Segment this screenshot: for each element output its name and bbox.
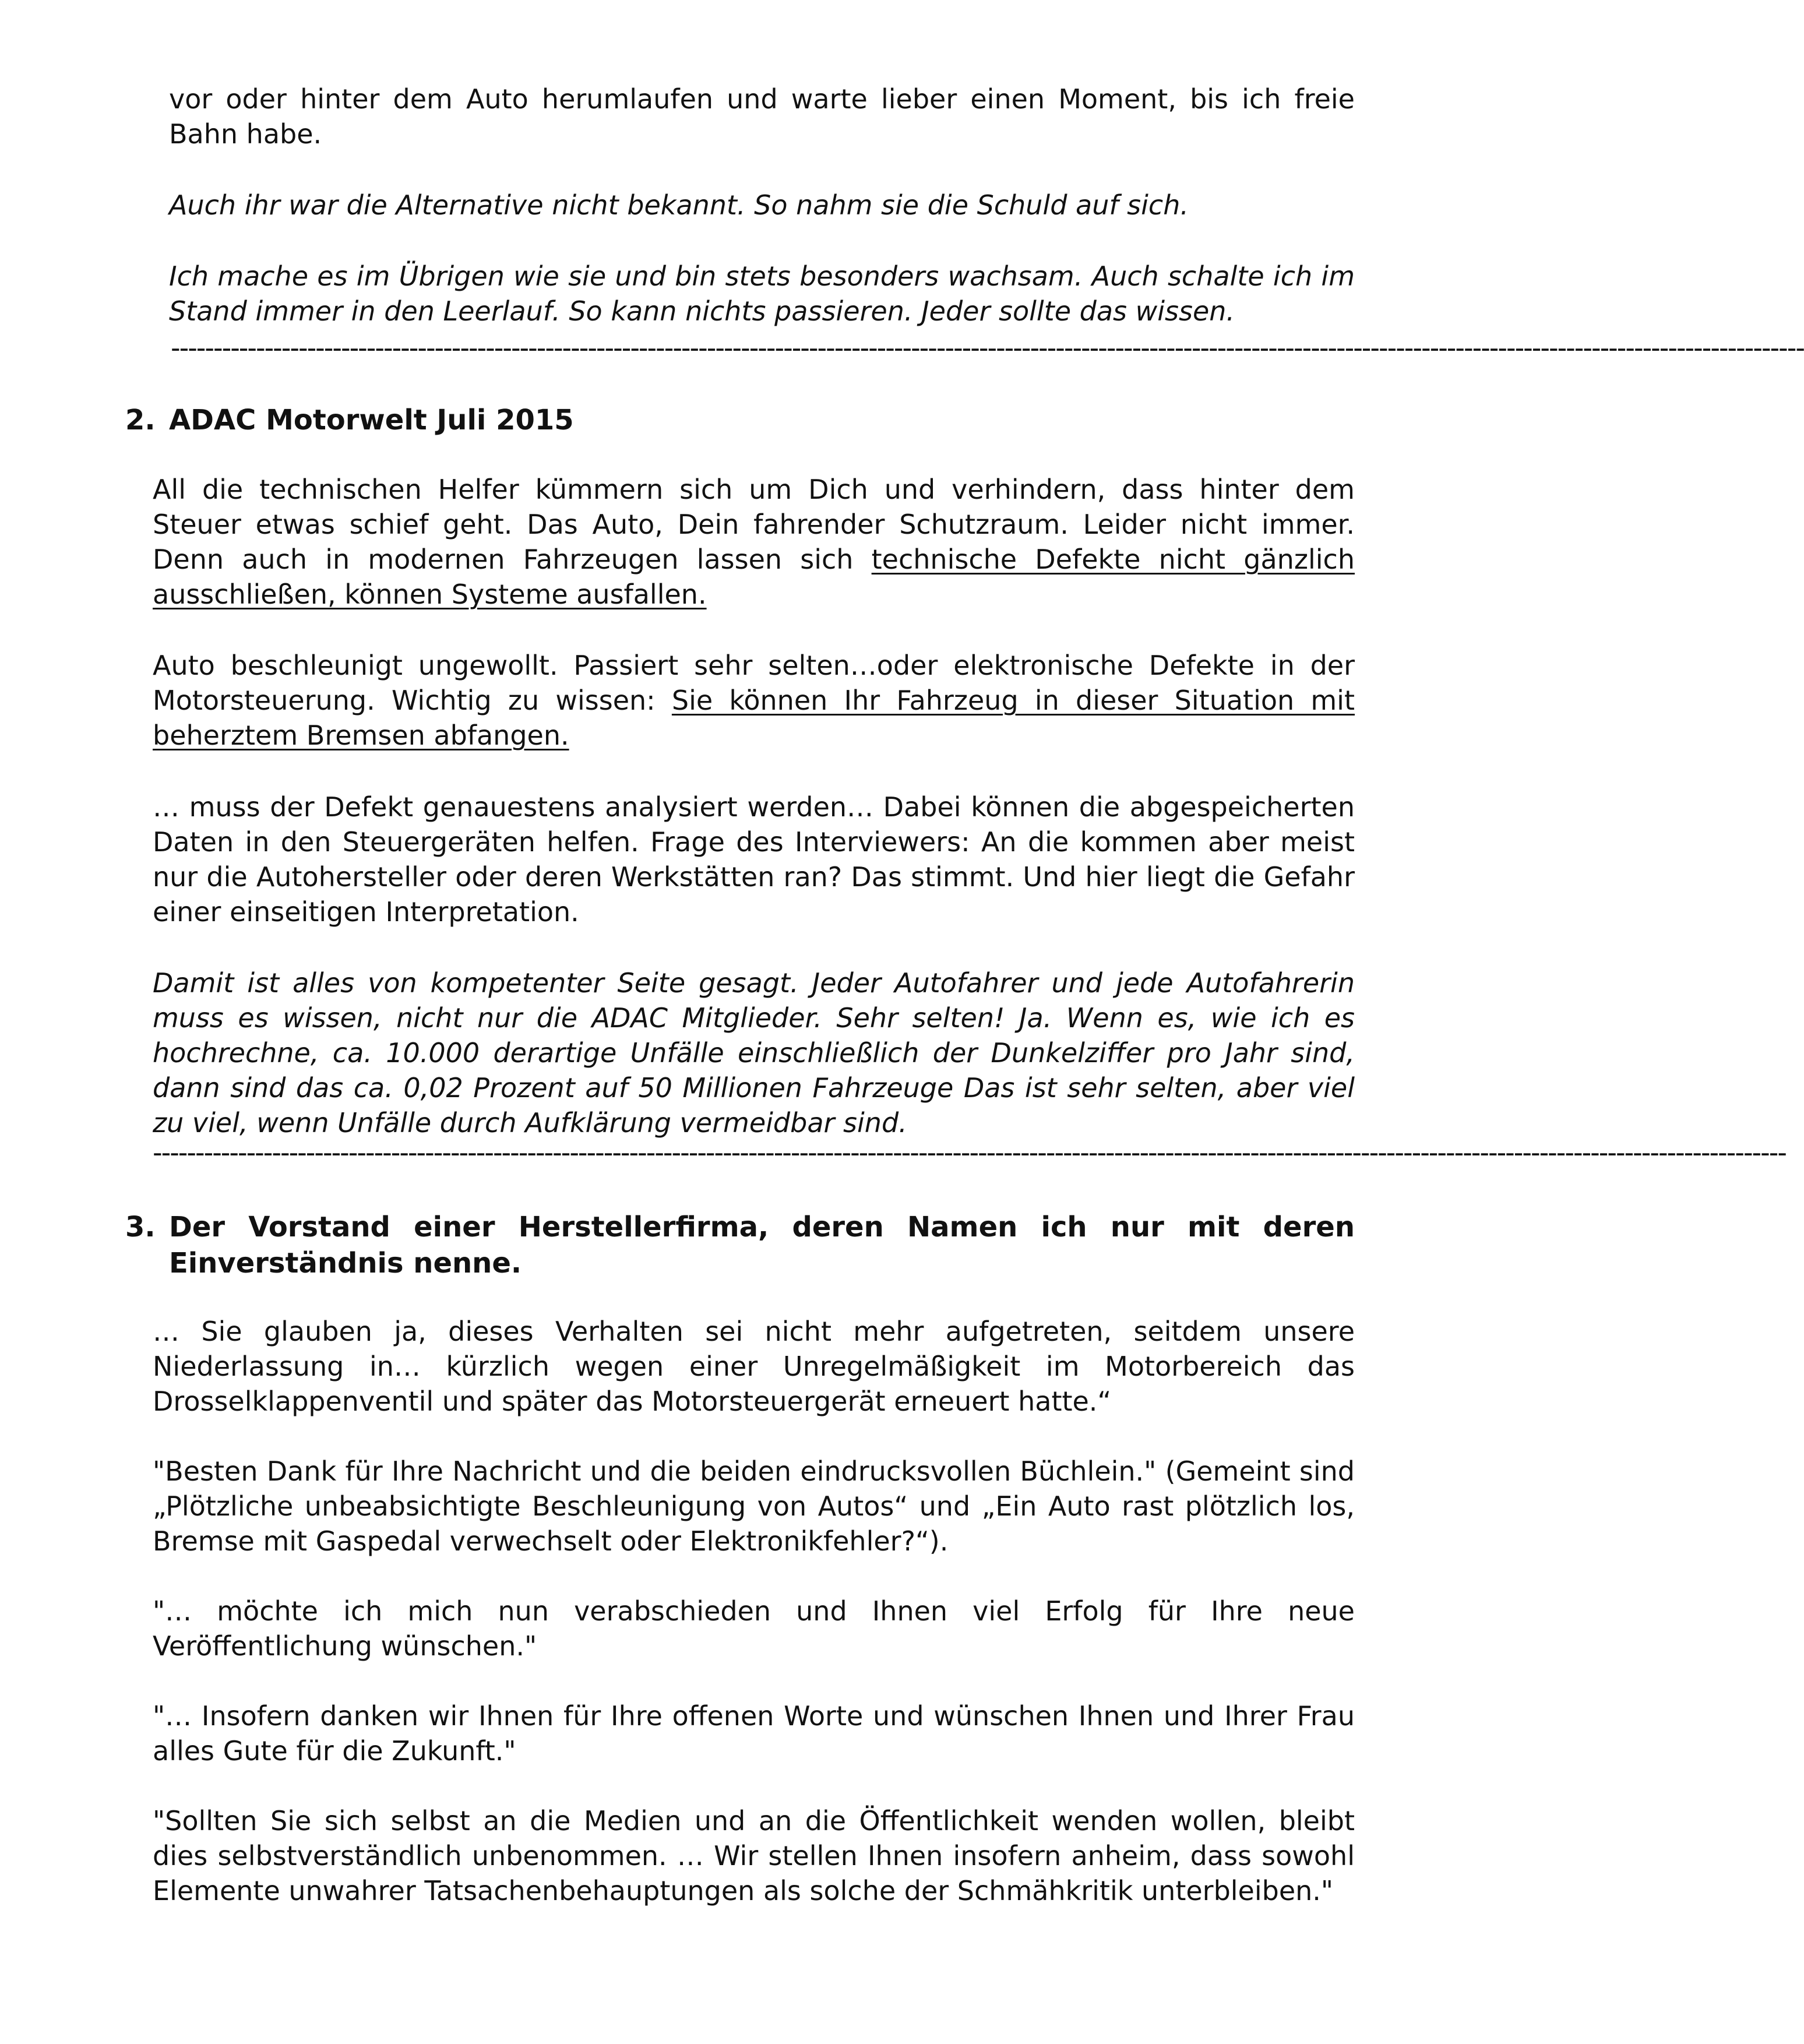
section-3-heading: [125, 1209, 1355, 1281]
section-2-paragraph: [153, 648, 1355, 753]
separator-line: ------------------------------------------------------------------------------------------------------------------------------------------------------------------------------------------------: [153, 1137, 1786, 1168]
section-2-italic-paragraph: Damit ist alles von kompetenter Seite gesagt. Jeder Autofahrer und jede Autofahrerin muss es wissen, nicht nur die ADAC Mitglieder. Sehr selten! Ja. Wenn es, wie ich es hochrechne, ca. 10.000 derartige Unfälle einschließlich der Dunkelziffer pro Jahr sind, dann sind das ca. 0,02 Prozent auf 50 Millionen Fahrzeuge Das ist sehr selten, aber viel zu viel, wenn Unfälle durch Aufklärung vermeidbar sind.: [153, 967, 1355, 1139]
section-title: Der Vorstand einer Herstellerfirma, deren Namen ich nur mit deren Einverständnis nenne.: [169, 1211, 1355, 1280]
section-number: 2.: [125, 404, 156, 436]
separator-line: ------------------------------------------------------------------------------------------------------------------------------------------------------------------------------------------------: [171, 332, 1804, 364]
paragraph-text: All die technischen Helfer kümmern sich um Dich und verhindern, dass hinter dem Steuer etwas schief geht. Das Auto, Dein fahrender Schutzraum. Leider nicht immer. Denn auch in modernen Fahrzeugen lassen sich: [153, 474, 1355, 575]
intro-italic-paragraph: Auch ihr war die Alternative nicht bekannt. So nahm sie die Schuld auf sich.: [169, 189, 1189, 221]
section-3-paragraph: "… Insofern danken wir Ihnen für Ihre offenen Worte und wünschen Ihnen und Ihrer Frau alles Gute für die Zukunft.": [153, 1700, 1355, 1767]
section-3-paragraph: … Sie glauben ja, dieses Verhalten sei nicht mehr aufgetreten, seitdem unsere Niederlassung in… kürzlich wegen einer Unregelmäßigkeit im Motorbereich das Drosselklappenventil und später das Motorsteuergerät erneuert hatte.“: [153, 1316, 1355, 1417]
underlined-text: technische Defekte nicht gänzlich ausschließen, können Systeme ausfallen.: [153, 544, 1355, 610]
section-3-paragraph: "Sollten Sie sich selbst an die Medien und an die Öffentlichkeit wenden wollen, bleibt dies selbstverständlich unbenommen. … Wir stellen Ihnen insofern anheim, dass sowohl Elemente unwahrer Tatsachenbehauptungen als solche der Schmähkritik unterbleiben.": [153, 1805, 1355, 1906]
intro-italic-paragraph: Ich mache es im Übrigen wie sie und bin stets besonders wachsam. Auch schalte ich im Stand immer in den Leerlauf. So kann nichts passieren. Jeder sollte das wissen.: [169, 260, 1355, 327]
section-number: 3.: [125, 1211, 156, 1243]
section-title: ADAC Motorwelt Juli 2015: [169, 404, 574, 436]
intro-paragraph: vor oder hinter dem Auto herumlaufen und warte lieber einen Moment, bis ich freie Bahn habe.: [169, 83, 1355, 150]
section-3-paragraph: "Besten Dank für Ihre Nachricht und die beiden eindrucksvollen Büchlein." (Gemeint sind „Plötzliche unbeabsichtigte Beschleunigung von Autos“ und „Ein Auto rast plötzlich los, Bremse mit Gaspedal verwechselt oder Elektronikfehler?“).: [153, 1456, 1355, 1557]
underlined-text: Sie können Ihr Fahrzeug in dieser Situation mit beherztem Bremsen abfangen.: [153, 685, 1355, 751]
section-2-paragraph: [153, 472, 1355, 612]
section-3-paragraph: "… möchte ich mich nun verabschieden und Ihnen viel Erfolg für Ihre neue Veröffentlichung wünschen.": [153, 1595, 1355, 1662]
paragraph-text: Auto beschleunigt ungewollt. Passiert sehr selten…oder elektronische Defekte in der Motorsteuerung. Wichtig zu wissen:: [153, 650, 1355, 716]
section-2-paragraph: … muss der Defekt genauestens analysiert werden… Dabei können die abgespeicherten Daten in den Steuergeräten helfen. Frage des Interviewers: An die kommen aber meist nur die Autohersteller oder deren Werkstätten ran? Das stimmt. Und hier liegt die Gefahr einer einseitigen Interpretation.: [153, 791, 1355, 928]
